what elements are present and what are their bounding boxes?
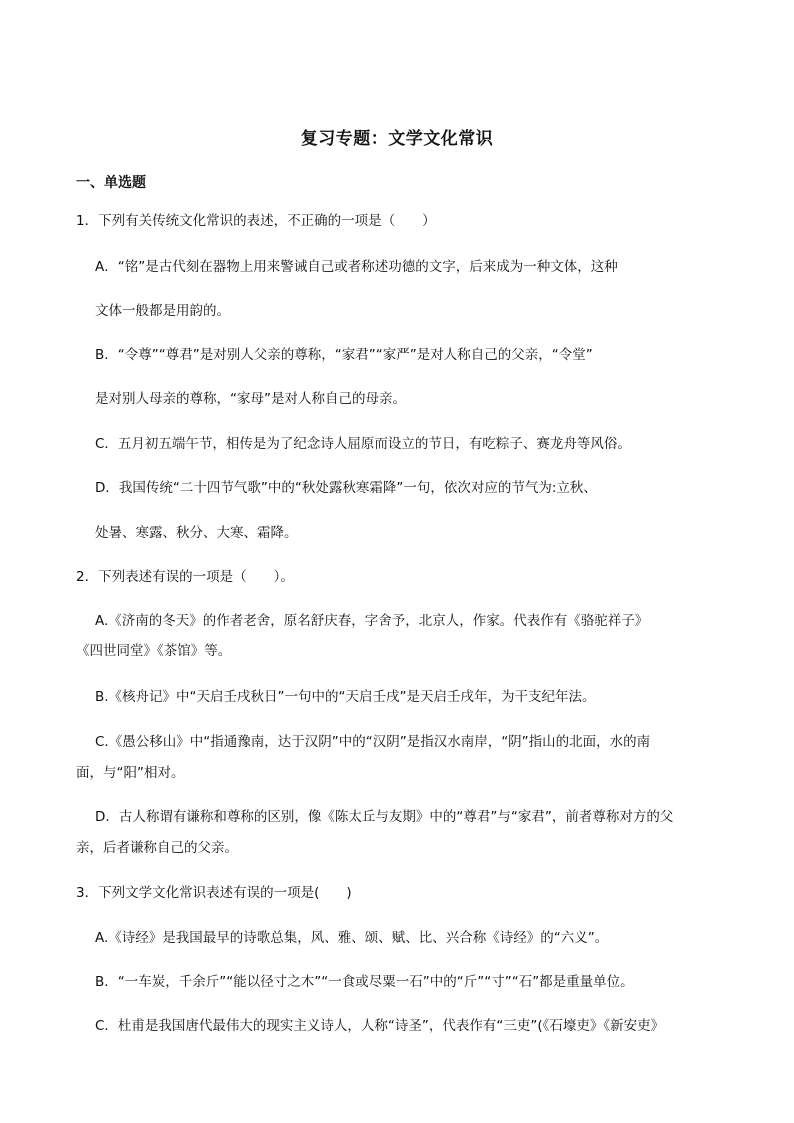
question-1-option-line: B．“令尊”“尊君”是对别人父亲的尊称，“家君”“家严”是对人称自己的父亲，“令堂” [95, 347, 593, 363]
question-1-option-line: 文体一般都是用韵的。 [95, 303, 230, 319]
document-title: 复习专题：文学文化常识 [300, 129, 494, 149]
question-2-option-line: 面，与“阳”相对。 [76, 765, 185, 781]
question-3-option-line: B．“一车炭，千余斤”“能以径寸之木”“一食或尽粟一石”中的“斤”“寸”“石”都是重量单位。 [95, 974, 634, 990]
question-1-option-line: C．五月初五端午节，相传是为了纪念诗人屈原而设立的节日，有吃粽子、赛龙舟等风俗。 [95, 436, 631, 452]
question-1-option-line: D．我国传统“二十四节气歌”中的“秋处露秋寒霜降”一句，依次对应的节气为:立秋、 [95, 480, 597, 496]
section-heading: 一、单选题 [76, 175, 146, 191]
question-3-stem: 3．下列文学文化常识表述有误的一项是( ) [76, 885, 352, 901]
question-3-option-line: C．杜甫是我国唐代最伟大的现实主义诗人，人称“诗圣”，代表作有“三吏”(《石壕吏》《新安吏》 [95, 1018, 665, 1034]
question-2-option-line: 《四世同堂》《茶馆》等。 [76, 643, 232, 659]
question-3-option-line: A.《诗经》是我国最早的诗歌总集，风、雅、颂、赋、比、兴合称《诗经》的“六义”。 [95, 930, 609, 946]
question-1-stem: 1．下列有关传统文化常识的表述，不正确的一项是（ ） [76, 213, 436, 229]
question-2-option-line: B.《核舟记》中“天启壬戌秋日”一句中的“天启壬戌”是天启壬戌年，为干支纪年法。 [95, 689, 596, 705]
question-1-option-line: A．“铭”是古代刻在器物上用来警诫自己或者称述功德的文字，后来成为一种文体，这种 [95, 259, 618, 275]
question-2-option-line: D．古人称谓有谦称和尊称的区别，像《陈太丘与友期》中的“尊君”与“家君”，前者尊称对方的父 [95, 809, 674, 825]
question-1-option-line: 是对别人母亲的尊称，“家母”是对人称自己的母亲。 [95, 391, 406, 407]
question-1-option-line: 处暑、寒露、秋分、大寒、霜降。 [95, 525, 298, 541]
question-2-option-line: 亲，后者谦称自己的父亲。 [76, 840, 238, 856]
question-2-stem: 2．下列表述有误的一项是（ ）。 [76, 569, 294, 585]
question-2-option-line: C.《愚公移山》中“指通豫南，达于汉阴”中的“汉阴”是指汉水南岸，“阴”指山的北面，水的南 [95, 734, 651, 750]
question-2-option-line: A.《济南的冬天》的作者老舍，原名舒庆春，字舍予，北京人，作家。代表作有《骆驼祥子》 [95, 613, 649, 629]
